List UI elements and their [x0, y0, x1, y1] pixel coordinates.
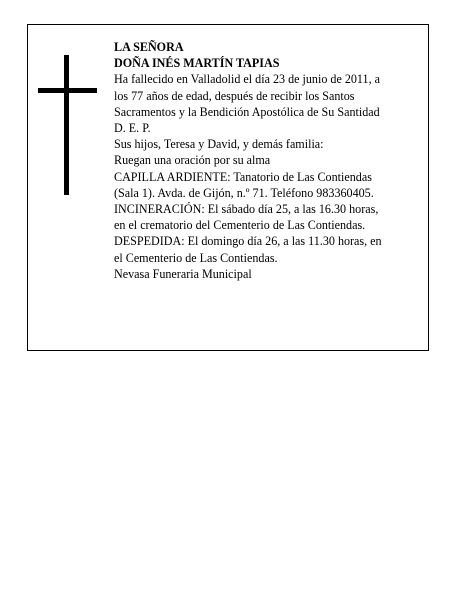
deceased-title: LA SEÑORA	[114, 40, 184, 54]
deceased-name: DOÑA INÉS MARTÍN TAPIAS	[114, 56, 280, 71]
farewell-line-1: DESPEDIDA: El domingo día 26, a las 11.30 horas, en	[114, 234, 382, 249]
announcement-line-2: los 77 años de edad, después de recibir los Santos	[114, 88, 355, 103]
announcement-line-1: Ha fallecido en Valladolid el día 23 de junio de 2011, a	[114, 72, 380, 87]
prayer-request-line: Ruegan una oración por su alma	[114, 153, 271, 168]
cross-vertical-bar	[64, 55, 69, 195]
announcement-line-3: Sacramentos y la Bendición Apostólica de Su Santidad	[114, 104, 380, 119]
family-line: Sus hijos, Teresa y David, y demás familia:	[114, 137, 324, 152]
farewell-line-2: el Cementerio de Las Contiendas.	[114, 250, 278, 265]
cremation-line-2: en el crematorio del Cementerio de Las Contiendas.	[114, 218, 366, 233]
cross-horizontal-bar	[38, 88, 97, 93]
chapel-line-2: (Sala 1). Avda. de Gijón, n.º 71. Teléfono 983360405.	[114, 185, 374, 200]
cross-icon	[38, 55, 98, 195]
cremation-line-1: INCINERACIÓN: El sábado día 25, a las 16.30 horas,	[114, 202, 379, 217]
chapel-line-1: CAPILLA ARDIENTE: Tanatorio de Las Contiendas	[114, 169, 372, 184]
rip-line: D. E. P.	[114, 121, 151, 136]
obituary-text	[114, 39, 420, 282]
funeral-home-line: Nevasa Funeraria Municipal	[114, 266, 252, 281]
